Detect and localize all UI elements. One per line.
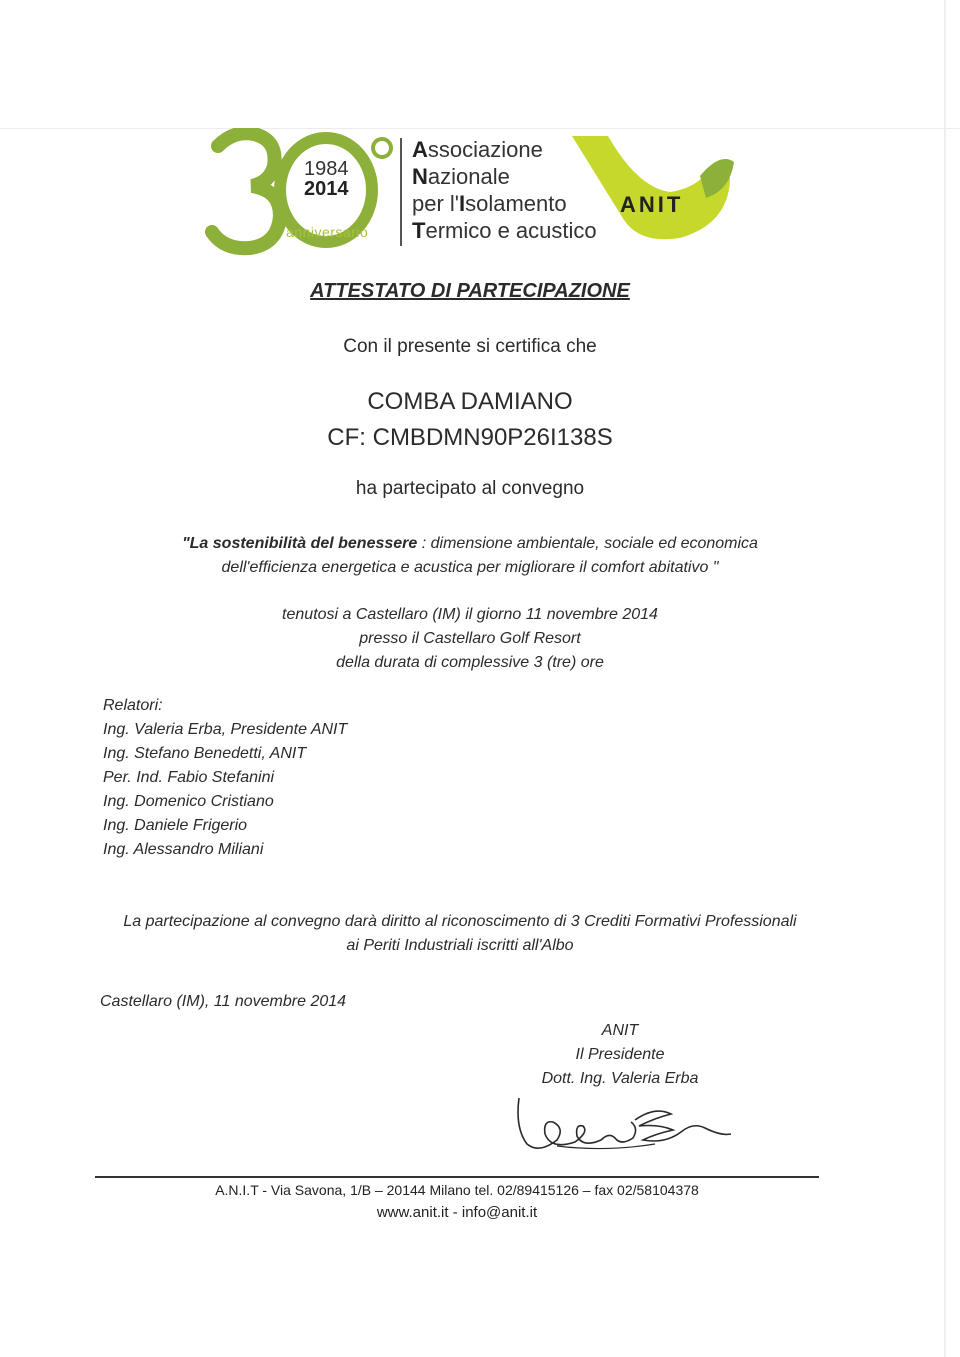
credits-statement [0,910,920,958]
speaker-item: Ing. Daniele Frigerio [103,817,248,834]
association-line-4: Termico e acustico [412,218,597,243]
participant-name: COMBA DAMIANO [367,388,573,415]
speaker-item: Ing. Domenico Cristiano [103,793,274,810]
signer-name: Dott. Ing. Valeria Erba [541,1070,699,1087]
event-duration: della durata di complessive 3 (tre) ore [336,654,604,671]
speaker-item: Ing. Alessandro Miliani [103,841,264,858]
credits-line-2: ai Periti Industriali iscritti all'Albo [346,937,574,954]
certificate-intro: Con il presente si certifica che [343,336,597,357]
speaker-item: Per. Ind. Fabio Stefanini [103,769,275,786]
participation-statement: ha partecipato al convegno [355,478,585,499]
event-venue: presso il Castellaro Golf Resort [359,630,581,647]
participant-fiscal-code: CF: CMBDMN90P26I138S [327,424,613,451]
association-name [412,136,597,244]
anniversary-word: anniversario [286,224,369,240]
event-title [0,532,940,580]
event-location-date: tenutosi a Castellaro (IM) il giorno 11 novembre 2014 [282,606,658,623]
event-details [0,603,940,675]
speaker-item: Ing. Valeria Erba, Presidente ANIT [103,721,348,738]
association-line-2: Nazionale [412,164,510,189]
anit-anniversary-logo [200,128,760,258]
speakers-label: Relatori: [103,697,163,714]
association-line-1: Associazione [412,137,543,162]
place-and-date: Castellaro (IM), 11 novembre 2014 [100,993,347,1010]
association-line-3: per l'Isolamento [412,191,567,216]
signer-organization: ANIT [601,1022,639,1039]
footer-contacts: www.anit.it - info@anit.it [376,1204,538,1221]
footer-address: A.N.I.T - Via Savona, 1/B – 20144 Milano tel. 02/89415126 – fax 02/58104378 [215,1182,699,1198]
anniversary-start-year: 1984 [304,158,349,180]
credits-line-1: La partecipazione al convegno darà diritto al riconoscimento di 3 Crediti Formativi Professionali [123,913,797,930]
speaker-item: Ing. Stefano Benedetti, ANIT [103,745,307,762]
speakers-list [103,694,347,862]
anniversary-end-year: 2014 [304,178,349,200]
logo-leaf [700,159,734,198]
footer-divider [95,1176,819,1178]
logo-digit-3 [212,133,280,248]
handwritten-signature [505,1088,735,1158]
certificate-title: ATTESTATO DI PARTECIPAZIONE [310,280,630,302]
scan-edge-right [944,0,946,1357]
event-title-line-1: "La sostenibilità del benessere : dimensione ambientale, sociale ed economica [182,535,758,552]
signer-block [500,1019,740,1091]
logo-divider [400,138,402,246]
brand-wordmark: ANIT [620,192,684,217]
event-title-line-2: dell'efficienza energetica e acustica per migliorare il comfort abitativo " [221,559,719,576]
logo-degree-ring [373,139,391,157]
signer-role: Il Presidente [575,1046,665,1063]
